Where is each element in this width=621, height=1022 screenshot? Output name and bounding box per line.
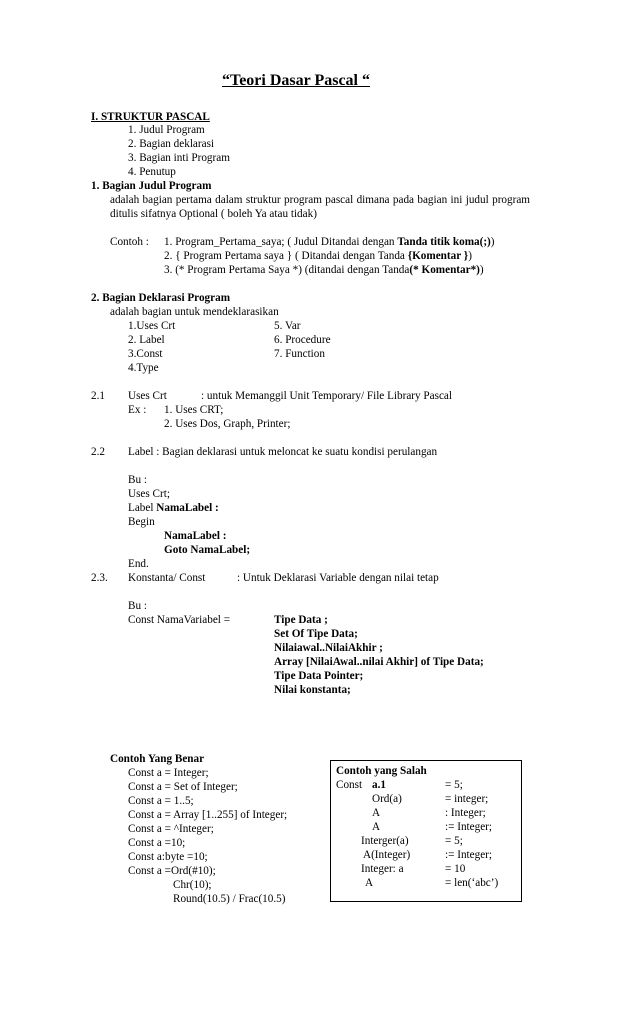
contoh-label: Contoh : xyxy=(110,236,149,248)
uses-label: Uses Crt xyxy=(128,390,167,402)
salah-heading: Contoh yang Salah xyxy=(336,765,427,777)
bu-label: Bu : xyxy=(128,474,147,486)
type-item: Nilaiawal..NilaiAkhir ; xyxy=(274,642,383,654)
salah-row-left: A xyxy=(365,877,374,889)
code-line: End. xyxy=(128,558,149,570)
uses-example-2: 2. Uses Dos, Graph, Printer; xyxy=(164,418,291,430)
code-line: NamaLabel : xyxy=(164,530,227,542)
type-item: Tipe Data ; xyxy=(274,614,328,626)
salah-row-left: Ord(a) xyxy=(372,793,402,805)
list-item: 5. Var xyxy=(274,320,301,332)
page-title: “Teori Dasar Pascal “ xyxy=(222,72,370,89)
list-item: 4. Penutup xyxy=(128,166,176,178)
code-line: Const a = Set of Integer; xyxy=(128,781,238,793)
list-item: 3.Const xyxy=(128,348,163,360)
code-line: Const a:byte =10; xyxy=(128,851,208,863)
type-item: Nilai konstanta; xyxy=(274,684,351,696)
list-item: 1.Uses Crt xyxy=(128,320,176,332)
code-line: Begin xyxy=(128,516,155,528)
section-number: 2.1 xyxy=(91,390,105,402)
section-heading-deklarasi: 2. Bagian Deklarasi Program xyxy=(91,292,231,304)
code-line: Const a = Array [1..255] of Integer; xyxy=(128,809,288,821)
code-line: Uses Crt; xyxy=(128,488,170,500)
list-item: 1. Judul Program xyxy=(128,124,205,136)
salah-const-label: Const xyxy=(336,779,363,791)
type-item: Tipe Data Pointer; xyxy=(274,670,364,682)
salah-row-right: = 5; xyxy=(445,835,463,847)
konstanta-label: Konstanta/ Const xyxy=(128,572,206,584)
code-line: Chr(10); xyxy=(173,879,212,891)
type-item: Set Of Tipe Data; xyxy=(274,628,358,640)
judul-example-2: 2. { Program Pertama saya } ( Ditandai dengan Tanda {Komentar }) xyxy=(164,250,472,262)
salah-row-left: Integer: a xyxy=(361,863,404,875)
list-item: 2. Label xyxy=(128,334,165,346)
salah-row-right: = 10 xyxy=(445,863,466,875)
section-number: 2.2 xyxy=(91,446,105,458)
code-line: Round(10.5) / Frac(10.5) xyxy=(173,893,286,905)
section-heading-judul: 1. Bagian Judul Program xyxy=(91,180,212,192)
ex-label: Ex : xyxy=(128,404,147,416)
uses-example-1: 1. Uses CRT; xyxy=(164,404,224,416)
code-line: Const a =10; xyxy=(128,837,186,849)
benar-heading: Contoh Yang Benar xyxy=(110,753,205,765)
const-line: Const NamaVariabel = xyxy=(128,614,230,626)
salah-row-left: A xyxy=(372,807,381,819)
code-line: Const a = Integer; xyxy=(128,767,209,779)
bu-label: Bu : xyxy=(128,600,147,612)
judul-example-1: 1. Program_Pertama_saya; ( Judul Ditandai dengan Tanda titik koma(;)) xyxy=(164,236,495,248)
salah-row-right: = integer; xyxy=(445,793,489,805)
salah-row-right: = 5; xyxy=(445,779,463,791)
salah-row-left: Interger(a) xyxy=(361,835,409,847)
section-number: 2.3. xyxy=(91,572,108,584)
code-line: Const a = ^Integer; xyxy=(128,823,214,835)
judul-example-3: 3. (* Program Pertama Saya *) (ditandai dengan Tanda(* Komentar*)) xyxy=(164,264,484,276)
konstanta-description: : Untuk Deklarasi Variable dengan nilai tetap xyxy=(237,572,439,584)
salah-row-left: a.1 xyxy=(372,779,386,791)
list-item: 4.Type xyxy=(128,362,159,374)
deklarasi-description: adalah bagian untuk mendeklarasikan xyxy=(110,306,279,318)
salah-row-left: A xyxy=(372,821,381,833)
code-line: Label NamaLabel : xyxy=(128,502,219,514)
salah-row-right: := Integer; xyxy=(445,821,493,833)
list-item: 6. Procedure xyxy=(274,334,331,346)
code-line: Const a =Ord(#10); xyxy=(128,865,216,877)
salah-row-right: = len(‘abc’) xyxy=(445,877,499,889)
list-item: 2. Bagian deklarasi xyxy=(128,138,215,150)
list-item: 7. Function xyxy=(274,348,325,360)
label-description: Label : Bagian deklarasi untuk meloncat ke suatu kondisi perulangan xyxy=(128,446,438,458)
salah-row-right: := Integer; xyxy=(445,849,493,861)
type-item: Array [NilaiAwal..nilai Akhir] of Tipe Data; xyxy=(274,656,484,668)
code-line: Const a = 1..5; xyxy=(128,795,194,807)
salah-row-right: : Integer; xyxy=(445,807,486,819)
salah-row-left: A(Integer) xyxy=(363,849,411,861)
judul-description: adalah bagian pertama dalam struktur program pascal dimana pada bagian ini judul program ditulis sifatnya Optional ( boleh Ya atau tidak) xyxy=(110,194,530,220)
list-item: 3. Bagian inti Program xyxy=(128,152,230,164)
section-heading-struktur: I. STRUKTUR PASCAL xyxy=(91,111,210,123)
code-line: Goto NamaLabel; xyxy=(164,544,251,556)
uses-description: : untuk Memanggil Unit Temporary/ File Library Pascal xyxy=(201,390,452,402)
